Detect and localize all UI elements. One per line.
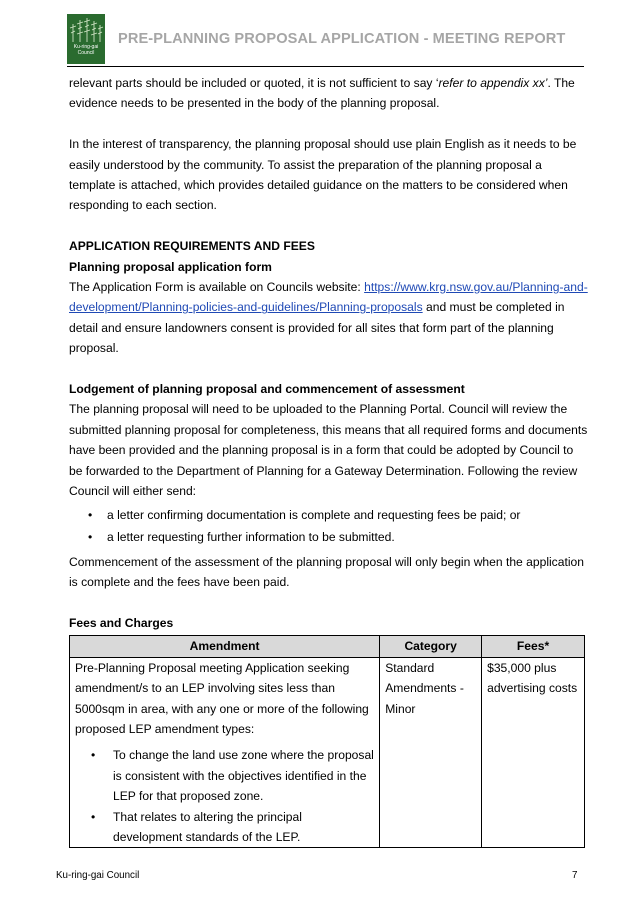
cell-amendment [70, 657, 380, 848]
list-item: • That relates to altering the principal development standards of the LEP. [75, 807, 374, 848]
review-outcomes-list [69, 505, 589, 547]
p1-text-b: . The evidence needs to be presented in the body of the planning proposal. [69, 76, 575, 111]
table-header-row [70, 636, 585, 657]
paragraph-transparency: In the interest of transparency, the planning proposal should use plain English as it needs to be easily understood by the community. To assist the preparation of the planning proposal a template is attached, which provides detailed guidance on the matters to be considered when responding to each section. [69, 137, 577, 213]
logo-text-2: Council [77, 50, 95, 56]
paragraph-commencement: Commencement of the assessment of the planning proposal will only begin when the application is complete and the fees have been paid. [69, 554, 584, 590]
logo-text-1: Ku-ring-gai [73, 44, 99, 50]
p3-text-b: and must be completed in detail and ensure landowners consent is provided for all sites that form part of the planning proposal. [69, 300, 565, 356]
council-logo [67, 14, 105, 64]
paragraph-lodgement: The planning proposal will need to be uploaded to the Planning Portal. Council will review the submitted planning proposal for completeness, this means that all required forms and documents have been provided and the planning proposal is in a form that could be adopted by Council to be forwarded to the Department of Planning for a Gateway Determination. Following the review Council will either send: [69, 402, 588, 499]
footer-page-number: 7 [572, 870, 578, 881]
header-divider [67, 66, 584, 67]
application-form-link[interactable]: https://www.krg.nsw.gov.au/Planning-and-development/Planning-policies-and-guidelines/Planning-proposals [69, 280, 588, 315]
column-header-fees: Fees* [482, 636, 585, 657]
p3-text-a: The Application Form is available on Councils website: [69, 280, 365, 295]
fees-table [69, 635, 585, 848]
column-header-category: Category [380, 636, 482, 657]
p1-emphasis: refer to appendix xx’ [438, 76, 548, 90]
document-body [69, 73, 589, 848]
list-item: • a letter confirming documentation is complete and requesting fees be paid; or [69, 505, 589, 525]
header-title: PRE-PLANNING PROPOSAL APPLICATION - MEETING REPORT [118, 31, 566, 47]
heading-lodgement: Lodgement of planning proposal and commencement of assessment [69, 382, 465, 397]
list-item: • a letter requesting further information to be submitted. [69, 527, 589, 547]
list-item: • To change the land use zone where the proposal is consistent with the objectives identified in the LEP for that proposed zone. [75, 745, 374, 806]
heading-requirements: APPLICATION REQUIREMENTS AND FEES [69, 239, 315, 254]
p1-text-a: relevant parts should be included or quoted, it is not sufficient to say ‘ [69, 76, 439, 90]
heading-application-form: Planning proposal application form [69, 259, 272, 274]
paragraph-application-form [69, 277, 589, 359]
column-header-amendment: Amendment [70, 636, 380, 657]
cell-fees: $35,000 plus advertising costs [482, 657, 585, 848]
heading-fees: Fees and Charges [69, 616, 174, 630]
footer-organisation: Ku-ring-gai Council [56, 870, 140, 881]
tree-logo-icon [67, 14, 105, 44]
amendment-types-list [75, 745, 374, 847]
amendment-description: Pre-Planning Proposal meeting Application seeking amendment/s to an LEP involving sites less than 5000sqm in area, with any one or more of the following proposed LEP amendment types: [75, 660, 369, 737]
cell-category: Standard Amendments - Minor [380, 657, 482, 848]
table-row [70, 657, 585, 848]
paragraph-evidence [69, 73, 589, 114]
